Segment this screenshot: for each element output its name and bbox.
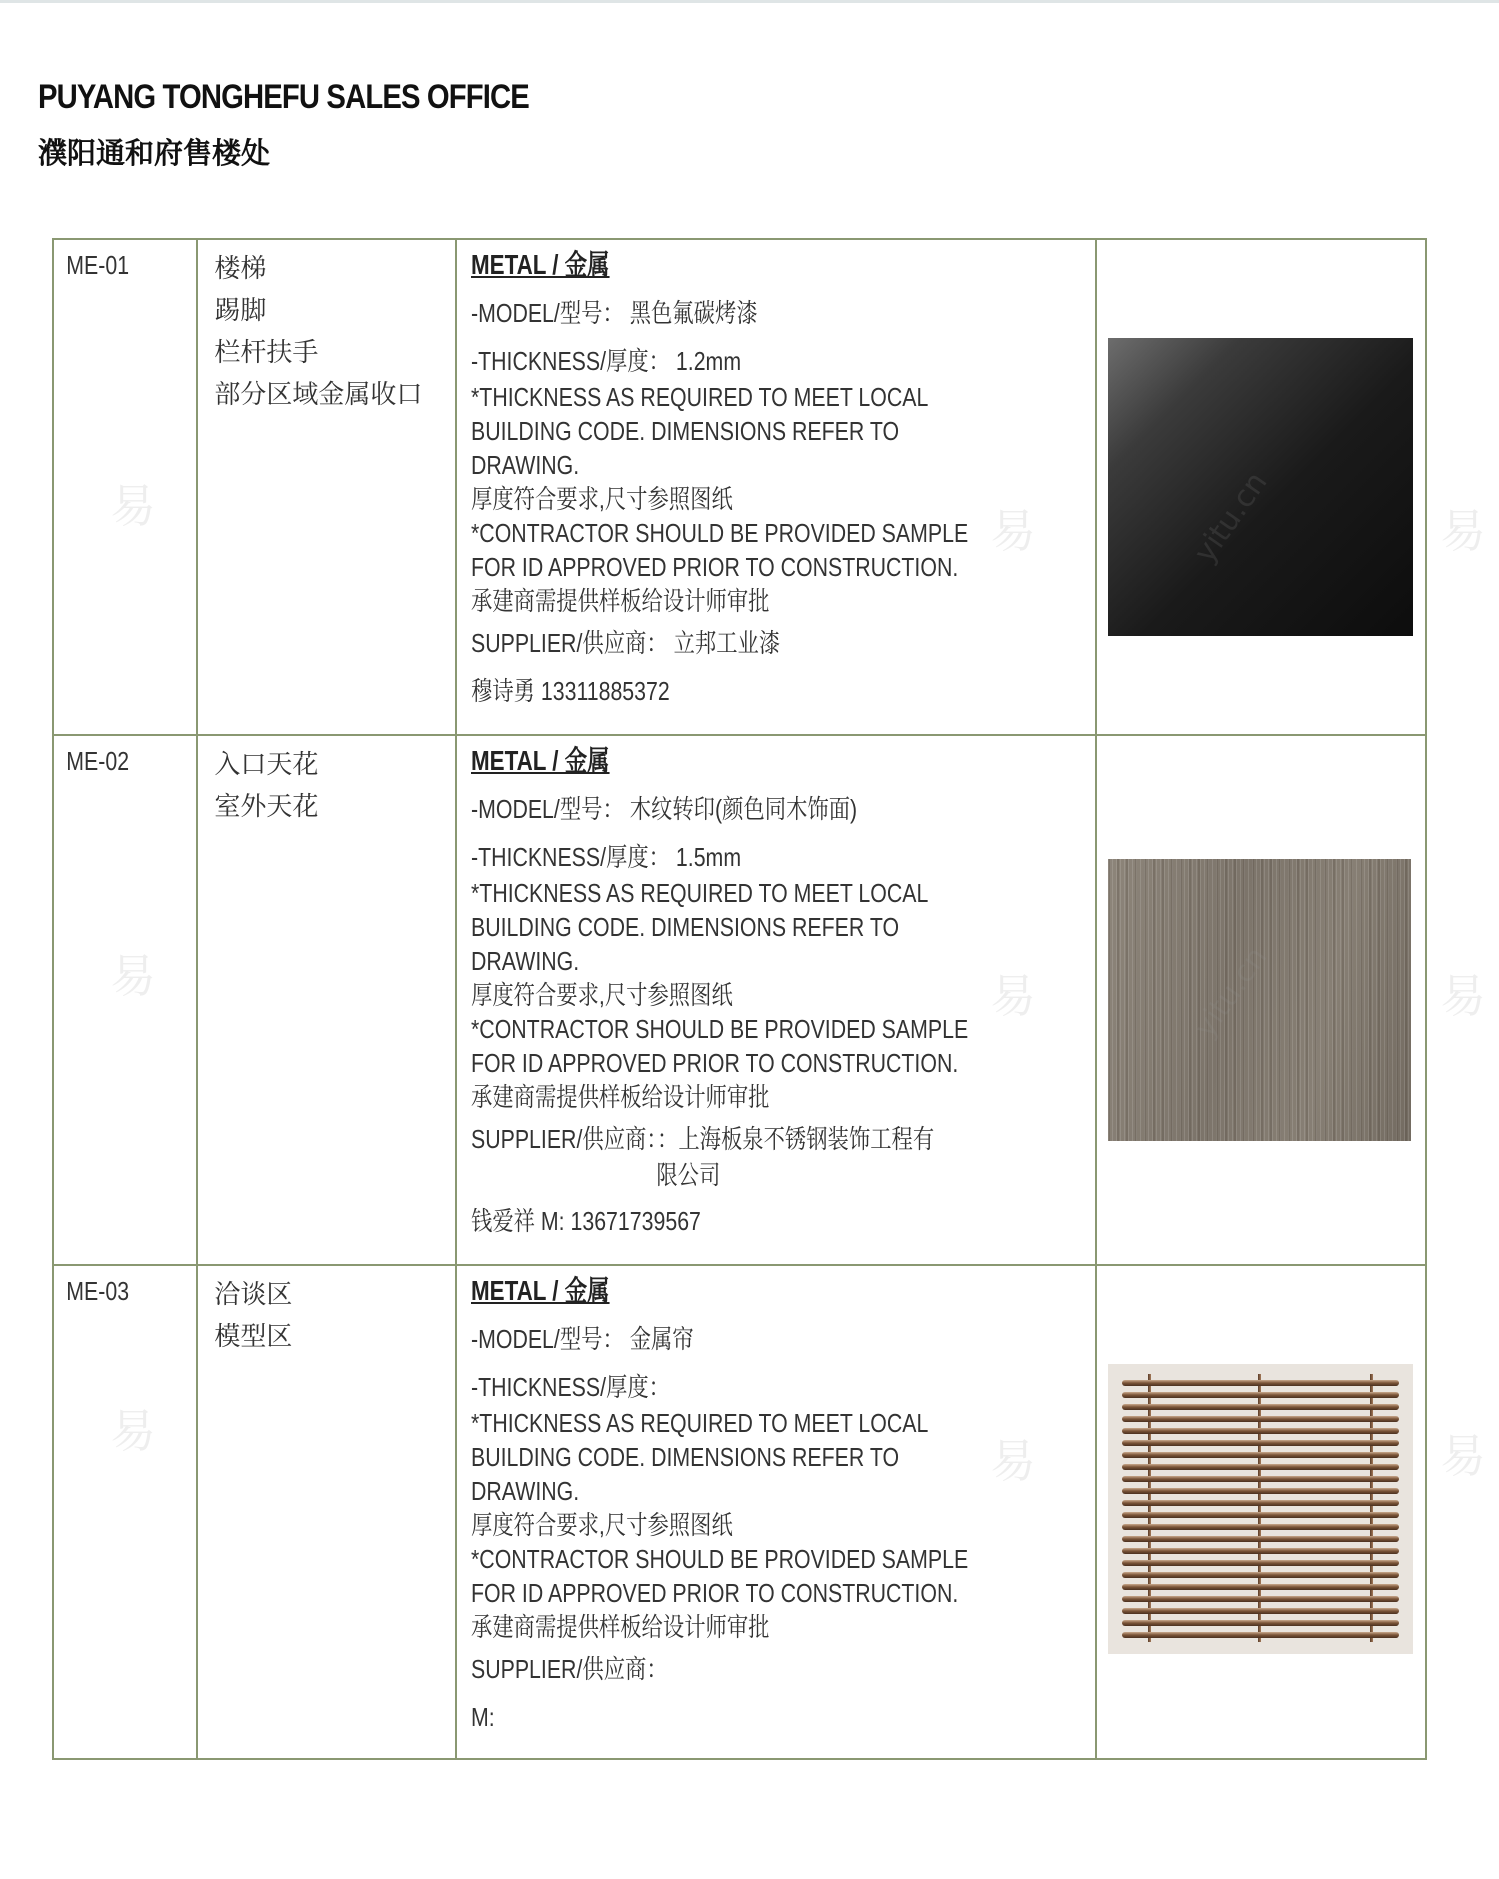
thickness-line: -THICKNESS/厚度： [471,1372,671,1402]
note-line: 承建商需提供样板给设计师审批 [471,1082,770,1112]
note-line: BUILDING CODE. DIMENSIONS REFER TO [471,416,900,446]
contact-line: 穆诗勇 13311885372 [471,676,670,706]
curtain-rod [1122,1404,1399,1410]
code-cell [53,239,197,735]
spec-row-me-02 [53,735,1426,1265]
document-header [38,78,609,172]
curtain-rod [1122,1560,1399,1566]
material-type: METAL / 金属 [471,1275,610,1306]
curtain-rod [1122,1476,1399,1482]
curtain-rod [1122,1584,1399,1590]
watermark-glyph: 易 [1440,504,1486,558]
curtain-rod [1122,1524,1399,1530]
watermark-glyph: 易 [110,1404,156,1458]
code-cell [53,735,197,1265]
location-item: 洽谈区 [214,1280,293,1310]
note-line: BUILDING CODE. DIMENSIONS REFER TO [471,1442,900,1472]
swatch-cell [1096,735,1426,1265]
watermark-glyph: 易 [1440,969,1486,1023]
model-line: -MODEL/型号： 金属帘 [471,1324,694,1354]
location-cell [197,239,456,735]
contact-line: 钱爱祥 M: 13671739567 [471,1206,702,1236]
watermark-glyph: 易 [990,504,1036,558]
material-type: METAL / 金属 [471,745,610,776]
note-line: FOR ID APPROVED PRIOR TO CONSTRUCTION. [471,552,959,582]
curtain-rod [1122,1464,1399,1470]
watermark-glyph: 易 [110,479,156,533]
material-type: METAL / 金属 [471,249,610,280]
location-cell [197,1265,456,1759]
thickness-line: -THICKNESS/厚度： 1.2mm [471,346,742,376]
swatch-cell [1096,1265,1426,1759]
note-line: *THICKNESS AS REQUIRED TO MEET LOCAL [471,878,929,908]
wood-grain-swatch-image [1108,859,1411,1141]
contact-line: M: [471,1702,495,1732]
material-code: ME-01 [66,250,130,280]
description-cell [456,735,1096,1265]
note-line: DRAWING. [471,946,580,976]
note-line: *THICKNESS AS REQUIRED TO MEET LOCAL [471,1408,929,1438]
note-line: FOR ID APPROVED PRIOR TO CONSTRUCTION. [471,1048,959,1078]
curtain-rod [1122,1488,1399,1494]
top-rule [0,0,1499,3]
location-item: 栏杆扶手 [214,338,319,368]
curtain-rod [1122,1512,1399,1518]
note-line: 厚度符合要求,尺寸参照图纸 [471,980,733,1010]
curtain-rod [1122,1500,1399,1506]
watermark-glyph: 易 [990,969,1036,1023]
project-title-en: PUYANG TONGHEFU SALES OFFICE [38,78,529,116]
location-item: 室外天花 [214,792,319,822]
curtain-rod [1122,1536,1399,1542]
location-item: 踢脚 [214,296,267,326]
note-line: DRAWING. [471,1476,580,1506]
material-code: ME-02 [66,746,130,776]
curtain-rod [1122,1428,1399,1434]
description-cell [456,1265,1096,1759]
curtain-rod [1122,1632,1399,1638]
curtain-rod [1122,1440,1399,1446]
note-line: 厚度符合要求,尺寸参照图纸 [471,484,733,514]
location-item: 楼梯 [214,254,267,284]
metal-curtain-swatch-image [1108,1364,1413,1654]
curtain-rod [1122,1608,1399,1614]
curtain-rod [1122,1452,1399,1458]
code-cell [53,1265,197,1759]
location-cell [197,735,456,1265]
watermark-glyph: 易 [1440,1429,1486,1483]
note-line: *CONTRACTOR SHOULD BE PROVIDED SAMPLE [471,1544,969,1574]
supplier-line-continued: 限公司 [656,1160,721,1190]
project-title-cn: 濮阳通和府售楼处 [38,136,271,170]
material-spec-table [52,238,1427,1760]
curtain-rod [1122,1380,1399,1386]
thickness-line: -THICKNESS/厚度： 1.5mm [471,842,742,872]
curtain-rod [1122,1548,1399,1554]
note-line: DRAWING. [471,450,580,480]
curtain-rod [1122,1392,1399,1398]
note-line: *CONTRACTOR SHOULD BE PROVIDED SAMPLE [471,518,969,548]
note-line: BUILDING CODE. DIMENSIONS REFER TO [471,912,900,942]
supplier-line: SUPPLIER/供应商：：上海板泉不锈钢装饰工程有 [471,1124,935,1154]
spec-row-me-01 [53,239,1426,735]
curtain-rod [1122,1596,1399,1602]
model-line: -MODEL/型号： 木纹转印(颜色同木饰面) [471,794,858,824]
model-line: -MODEL/型号： 黑色氟碳烤漆 [471,298,758,328]
location-item: 模型区 [214,1322,293,1352]
note-line: FOR ID APPROVED PRIOR TO CONSTRUCTION. [471,1578,959,1608]
note-line: 承建商需提供样板给设计师审批 [471,586,770,616]
note-line: 承建商需提供样板给设计师审批 [471,1612,770,1642]
watermark-glyph: 易 [990,1434,1036,1488]
watermark-glyph: 易 [110,949,156,1003]
curtain-rod [1122,1416,1399,1422]
note-line: *CONTRACTOR SHOULD BE PROVIDED SAMPLE [471,1014,969,1044]
black-paint-swatch-image [1108,338,1413,636]
note-line: 厚度符合要求,尺寸参照图纸 [471,1510,733,1540]
location-item: 部分区域金属收口 [214,380,423,410]
supplier-line: SUPPLIER/供应商： [471,1654,668,1684]
curtain-rod [1122,1572,1399,1578]
description-cell [456,239,1096,735]
curtain-rod [1122,1620,1399,1626]
swatch-cell [1096,239,1426,735]
location-item: 入口天花 [214,750,319,780]
supplier-line: SUPPLIER/供应商： 立邦工业漆 [471,628,781,658]
spec-row-me-03 [53,1265,1426,1759]
material-code: ME-03 [66,1276,130,1306]
note-line: *THICKNESS AS REQUIRED TO MEET LOCAL [471,382,929,412]
